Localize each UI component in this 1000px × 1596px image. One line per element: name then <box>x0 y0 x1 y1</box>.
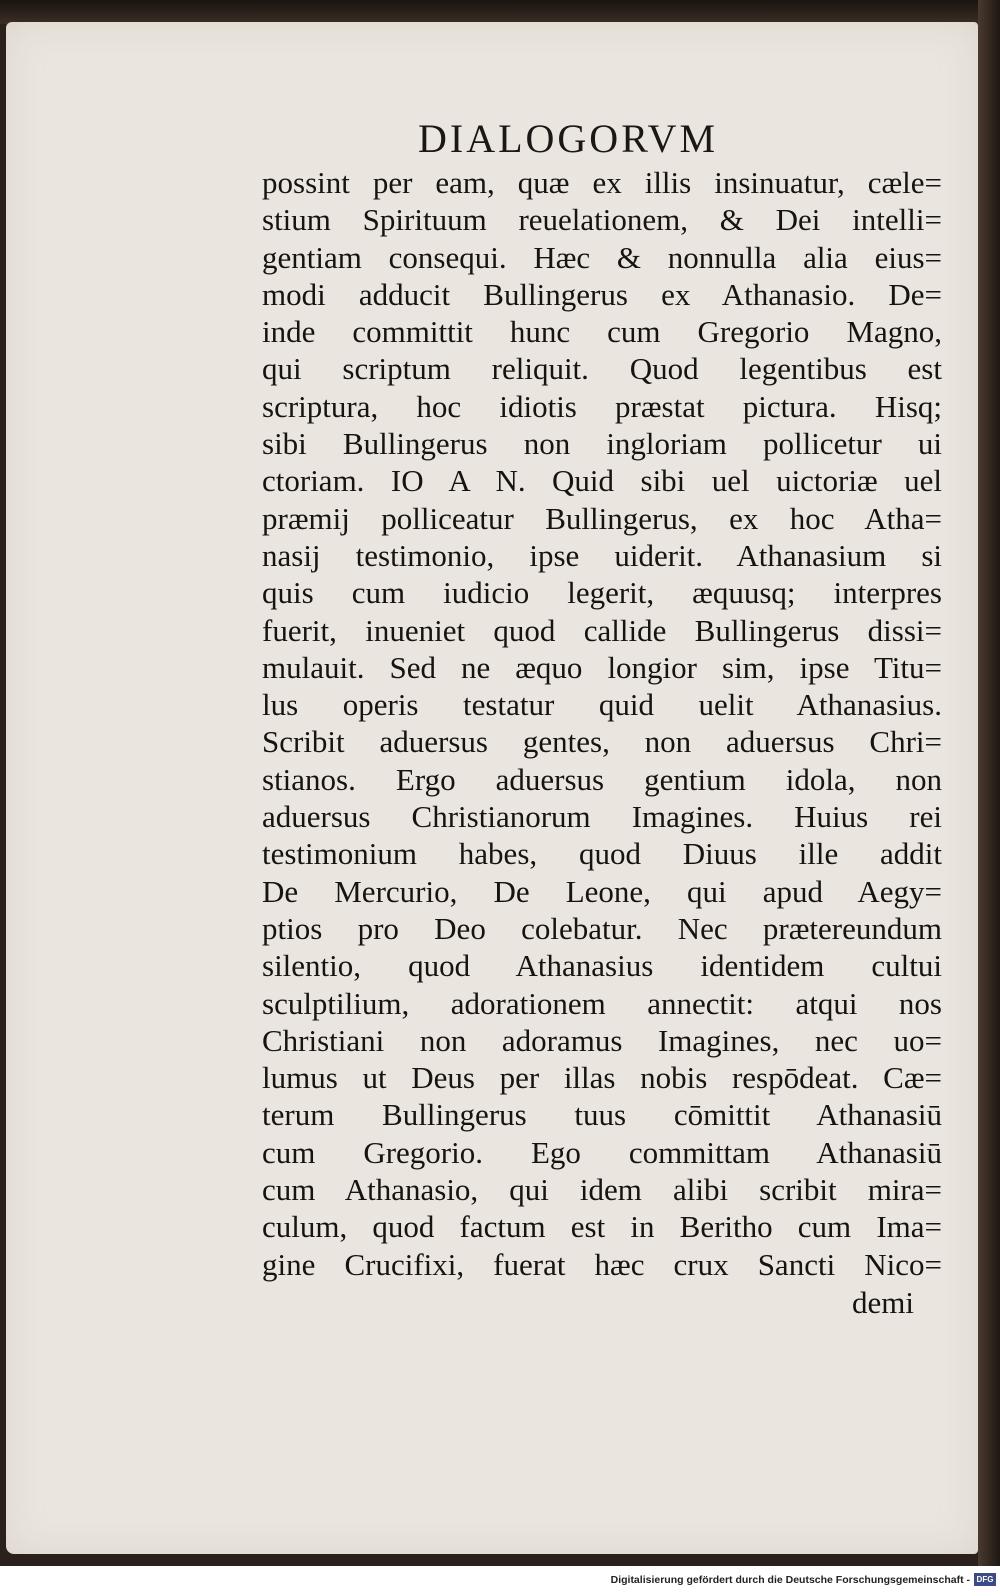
running-title: DIALOGORVM <box>418 116 719 161</box>
body-text <box>262 164 942 1283</box>
catchword: demi <box>852 1285 914 1320</box>
book-fore-edge <box>978 0 1000 1566</box>
text-line: terum Bullingerus tuus cōmittit Athanasiū <box>262 1097 942 1133</box>
text-line: cum Athanasio, qui idem alibi scribit mira= <box>262 1172 942 1208</box>
text-line: gentiam consequi. Hæc & nonnulla alia eius= <box>262 239 942 275</box>
text-line: testimonium habes, quod Diuus ille addit <box>262 836 942 872</box>
text-line: lus operis testatur quid uelit Athanasius. <box>262 687 942 723</box>
text-line: scriptura, hoc idiotis præstat pictura. Hisq; <box>262 388 942 424</box>
text-line: cum Gregorio. Ego committam Athanasiū <box>262 1134 942 1170</box>
text-line: lumus ut Deus per illas nobis respōdeat. Cæ= <box>262 1060 942 1096</box>
text-line: aduersus Christianorum Imagines. Huius rei <box>262 799 942 835</box>
text-line: stianos. Ergo aduersus gentium idola, non <box>262 761 942 797</box>
text-line: sculptilium, adorationem annectit: atqui nos <box>262 985 942 1021</box>
text-line: culum, quod factum est in Beritho cum Ima= <box>262 1209 942 1245</box>
text-line: De Mercurio, De Leone, qui apud Aegy= <box>262 873 942 909</box>
text-line: nasij testimonio, ipse uiderit. Athanasium si <box>262 537 942 573</box>
text-line: quis cum iudicio legerit, æquusq; interpres <box>262 575 942 611</box>
page-header <box>6 114 978 164</box>
text-line: gine Crucifixi, fuerat hæc crux Sancti Nico= <box>262 1246 942 1282</box>
text-line: Scribit aduersus gentes, non aduersus Chri= <box>262 724 942 760</box>
text-line: sibi Bullingerus non ingloriam pollicetur ui <box>262 426 942 462</box>
footer-bar <box>0 1566 1000 1596</box>
text-line: præmij polliceatur Bullingerus, ex hoc Atha= <box>262 500 942 536</box>
text-line: ctoriam. IO A N. Quid sibi uel uictoriæ uel <box>262 463 942 499</box>
book-page <box>6 22 978 1554</box>
text-line: inde committit hunc cum Gregorio Magno, <box>262 314 942 350</box>
funding-credit: Digitalisierung gefördert durch die Deutsche Forschungsgemeinschaft - <box>610 1574 970 1586</box>
text-line: fuerit, inueniet quod callide Bullingerus dissi= <box>262 612 942 648</box>
text-line: modi adducit Bullingerus ex Athanasio. De= <box>262 276 942 312</box>
scan-top-edge <box>0 0 1000 24</box>
text-line: mulauit. Sed ne æquo longior sim, ipse Titu= <box>262 649 942 685</box>
text-line: stium Spirituum reuelationem, & Dei intelli= <box>262 202 942 238</box>
dfg-logo: DFG <box>974 1573 996 1586</box>
text-line: qui scriptum reliquit. Quod legentibus est <box>262 351 942 387</box>
text-line: ptios pro Deo colebatur. Nec prætereundum <box>262 910 942 946</box>
text-line: Christiani non adoramus Imagines, nec uo= <box>262 1022 942 1058</box>
text-line: silentio, quod Athanasius identidem cultui <box>262 948 942 984</box>
text-line: possint per eam, quæ ex illis insinuatur, cæle= <box>262 165 942 200</box>
